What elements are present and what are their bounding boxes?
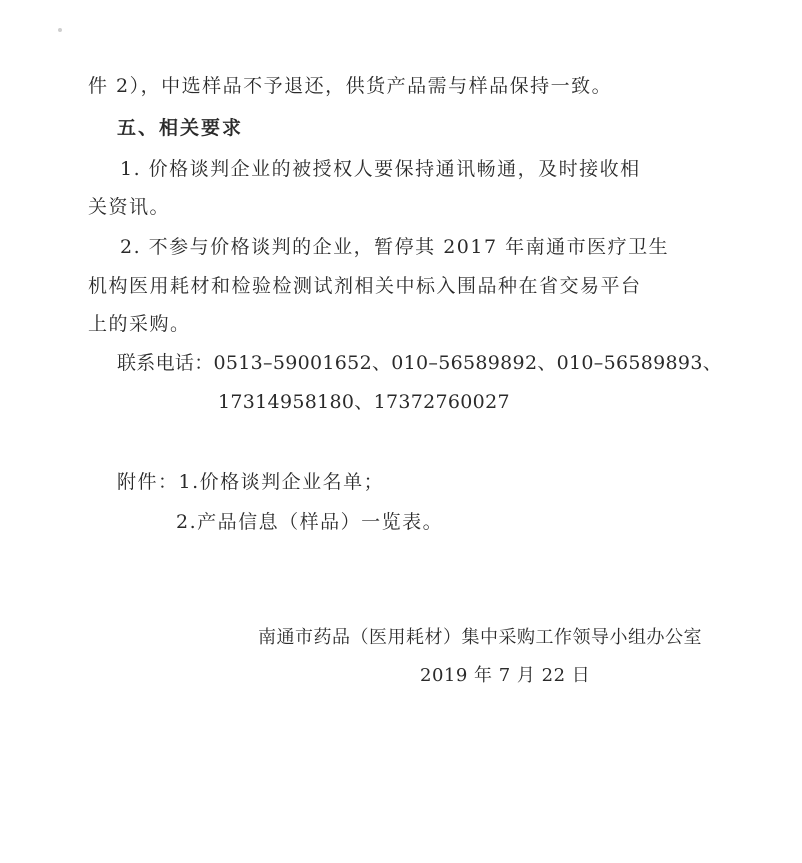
issuing-office: 南通市药品（医用耗材）集中采购工作领导小组办公室 [258, 627, 702, 648]
paragraph-line: 1. 价格谈判企业的被授权人要保持通讯畅通，及时接收相 [120, 158, 641, 180]
scan-speck [58, 28, 62, 32]
contact-phones-continued: 17314958180、17372760027 [218, 391, 510, 413]
attachment-item-1: 附件：1.价格谈判企业名单； [117, 471, 385, 493]
section-heading: 五、相关要求 [117, 117, 244, 139]
paragraph-line: 机构医用耗材和检验检测试剂相关中标入围品种在省交易平台 [88, 275, 642, 297]
attachment-item-2: 2.产品信息（样品）一览表。 [176, 511, 444, 533]
paragraph-line: 2. 不参与价格谈判的企业，暂停其 2017 年南通市医疗卫生 [120, 236, 670, 258]
issue-date: 2019 年 7 月 22 日 [420, 665, 591, 686]
contact-phones: 联系电话：0513–59001652、010–56589892、010–56589893、 [117, 352, 723, 374]
paragraph-line: 件 2），中选样品不予退还，供货产品需与样品保持一致。 [88, 75, 613, 97]
paragraph-line: 上的采购。 [88, 313, 191, 335]
paragraph-line: 关资讯。 [88, 196, 171, 218]
